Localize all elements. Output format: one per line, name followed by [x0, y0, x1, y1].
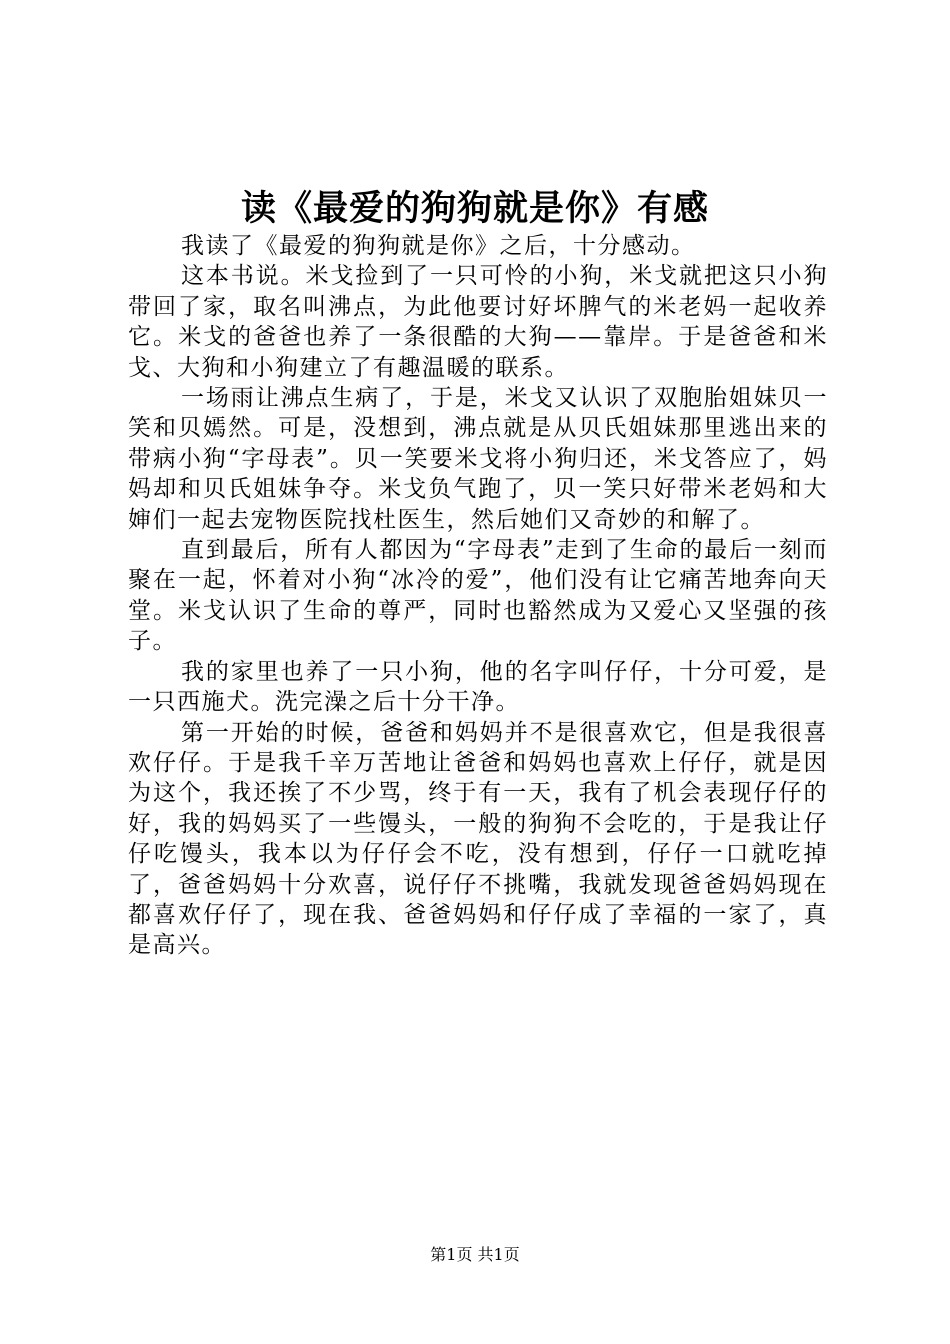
paragraph: 我的家里也养了一只小狗，他的名字叫仔仔，十分可爱，是一只西施犬。洗完澡之后十分干净。: [128, 658, 828, 716]
paragraph: 第一开始的时候，爸爸和妈妈并不是很喜欢它，但是我很喜欢仔仔。于是我千辛万苦地让爸爸和妈妈也喜欢上仔仔，就是因为这个，我还挨了不少骂，终于有一天，我有了机会表现仔仔的好，我的妈妈买了一些馒头，一般的狗狗不会吃的，于是我让仔仔吃馒头，我本以为仔仔会不吃，没有想到，仔仔一口就吃掉了，爸爸妈妈十分欢喜，说仔仔不挑嘴，我就发现爸爸妈妈现在都喜欢仔仔了，现在我、爸爸妈妈和仔仔成了幸福的一家了，真是高兴。: [128, 719, 828, 959]
paragraph: 一场雨让沸点生病了，于是，米戈又认识了双胞胎姐妹贝一笑和贝嫣然。可是，没想到，沸点就是从贝氏姐妹那里逃出来的带病小狗“字母表”。贝一笑要米戈将小狗归还，米戈答应了，妈妈却和贝氏姐妹争夺。米戈负气跑了，贝一笑只好带米老妈和大婶们一起去宠物医院找杜医生，然后她们又奇妙的和解了。: [128, 385, 828, 533]
paragraph: 这本书说。米戈捡到了一只可怜的小狗，米戈就把这只小狗带回了家，取名叫沸点，为此他要讨好坏脾气的米老妈一起收养它。米戈的爸爸也养了一条很酷的大狗——靠岸。于是爸爸和米戈、大狗和小狗建立了有趣温暖的联系。: [128, 263, 828, 381]
document-body: [128, 231, 828, 961]
paragraph: 直到最后，所有人都因为“字母表”走到了生命的最后一刻而聚在一起，怀着对小狗“冰冷的爱”，他们没有让它痛苦地奔向天堂。米戈认识了生命的尊严，同时也豁然成为又爱心又坚强的孩子。: [128, 537, 828, 655]
document-title: 读《最爱的狗狗就是你》有感: [240, 188, 709, 229]
paragraph: 我读了《最爱的狗狗就是你》之后，十分感动。: [181, 233, 696, 259]
page-footer: 第1页 共1页: [430, 1245, 520, 1264]
